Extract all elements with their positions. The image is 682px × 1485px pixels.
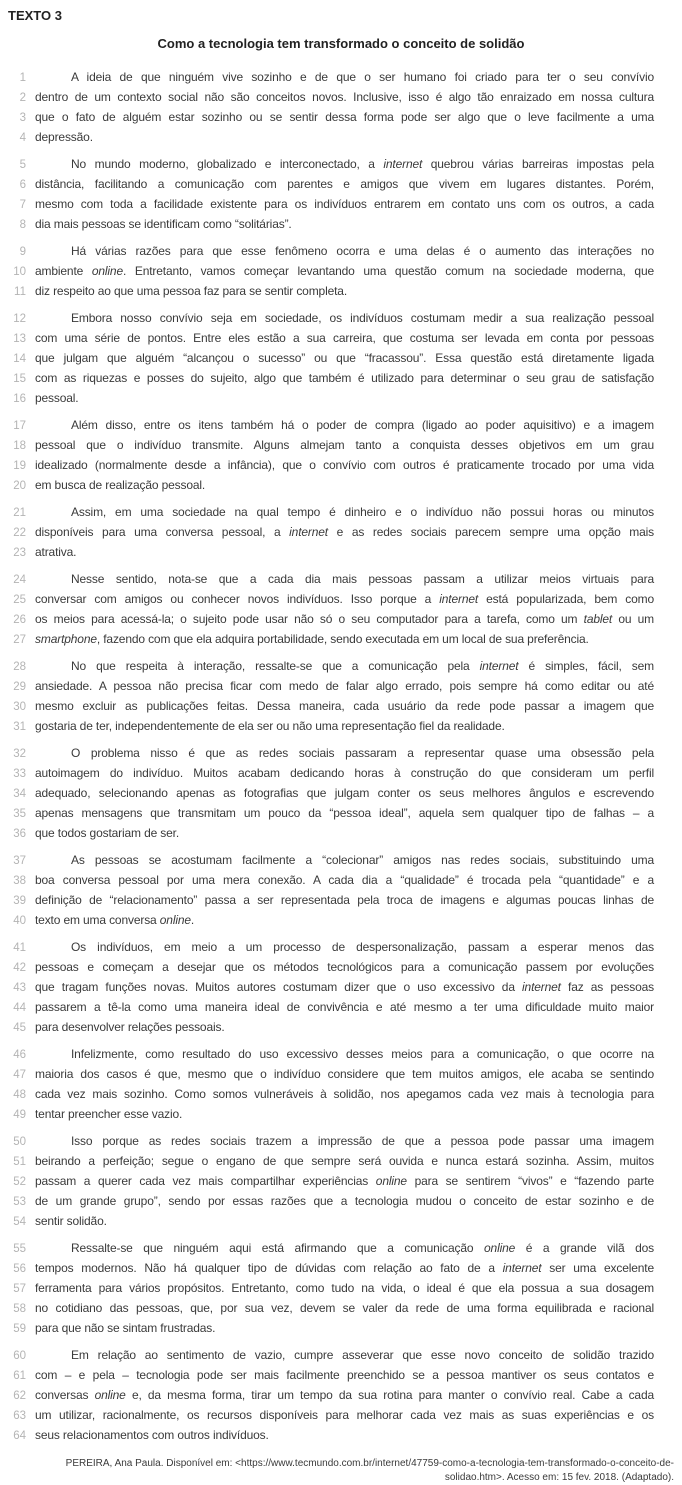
paragraph <box>6 1131 676 1231</box>
document-title: Como a tecnologia tem transformado o conceito de solidão <box>157 36 525 51</box>
line-number: 59 <box>13 1323 26 1335</box>
line-number: 60 <box>13 1350 26 1362</box>
paragraph <box>6 656 676 736</box>
text-line <box>6 609 676 629</box>
text-line <box>6 241 676 261</box>
line-text: Em relação ao sentimento de vazio, cumpre asseverar que esse novo conceito de solidão trazido <box>71 1348 654 1362</box>
line-number: 33 <box>13 768 26 780</box>
line-text: que todos gostariam de ser. <box>35 826 180 840</box>
line-text: de um grande grupo”, sendo por essas razões que a tecnologia mudou o conceito de estar sozinho e de <box>35 1194 654 1208</box>
text-line <box>6 1345 676 1365</box>
line-text: O problema nisso é que as redes sociais passaram a representar quase uma obsessão pela <box>71 746 654 760</box>
line-text: mesmo com toda a facilidade existente para os indivíduos entrarem em contato uns com os outros, a cada <box>35 197 654 211</box>
text-line <box>6 1365 676 1385</box>
line-number: 26 <box>13 614 26 626</box>
text-line <box>6 174 676 194</box>
line-text: Infelizmente, como resultado do uso excessivo desses meios para a comunicação, o que ocorre na <box>71 1047 654 1061</box>
paragraph <box>6 415 676 495</box>
text-line <box>6 308 676 328</box>
text-line <box>6 1104 676 1124</box>
text-line <box>6 328 676 348</box>
line-number: 45 <box>13 1022 26 1034</box>
line-number: 40 <box>13 915 26 927</box>
line-number: 54 <box>13 1216 26 1228</box>
line-text: no cotidiano das pessoas, que, por sua vez, devem se valer da rede de uma forma equilibrada e racional <box>35 1301 654 1315</box>
line-text: dia mais pessoas se identificam como “solitárias”. <box>35 217 292 231</box>
text-line <box>6 1084 676 1104</box>
line-number: 25 <box>13 594 26 606</box>
line-text: com – e pela – tecnologia pode ser mais facilmente preenchido se a pessoa mantiver os seus contatos e <box>35 1368 654 1382</box>
line-text: Há várias razões para que esse fenômeno ocorra e uma delas é o aumento das interações no <box>71 244 654 258</box>
line-number: 61 <box>13 1370 26 1382</box>
line-number: 4 <box>19 132 26 144</box>
line-text: mesmo excluir as publicações feitas. Dessa maneira, cada usuário da rede pode passar a imagem que <box>35 699 654 713</box>
text-line <box>6 542 676 562</box>
text-line <box>6 870 676 890</box>
line-number: 10 <box>13 266 26 278</box>
line-text: ferramenta para vários propósitos. Entretanto, como tudo na vida, o ideal é que ela possua a sua dosagem <box>35 1281 654 1295</box>
text-line <box>6 1171 676 1191</box>
line-number: 39 <box>13 895 26 907</box>
paragraph <box>6 308 676 408</box>
paragraph <box>6 1345 676 1445</box>
line-text: ansiedade. A pessoa não precisa ficar com medo de falar algo errado, pois sempre há como editar ou até <box>35 679 654 693</box>
line-text: cada vez mais sozinho. Como somos vulneráveis à solidão, nos apegamos cada vez mais à tecnologia para <box>35 1087 654 1101</box>
paragraph <box>6 569 676 649</box>
line-text: seus relacionamentos com outros indivíduos. <box>35 1428 269 1442</box>
line-number: 2 <box>19 92 26 104</box>
line-text: com uma série de pontos. Entre eles estão a sua carreira, que costuma ser levada em conta por pessoas <box>35 331 654 345</box>
line-text: gostaria de ter, independentemente de ela ser ou não uma representação fiel da realidade. <box>35 719 505 733</box>
text-line <box>6 261 676 281</box>
text-line <box>6 1064 676 1084</box>
paragraph <box>6 1044 676 1124</box>
line-number: 49 <box>13 1109 26 1121</box>
text-line <box>6 676 676 696</box>
line-text: passam a querer cada vez mais compartilhar experiências online para se sentirem “vivos” e “fazendo parte <box>35 1174 654 1188</box>
text-line <box>6 1191 676 1211</box>
line-number: 57 <box>13 1283 26 1295</box>
line-text: idealizado (normalmente desde a infância), que o convívio com outros é praticamente trocado por uma vida <box>35 458 654 472</box>
line-text: Além disso, entre os itens também há o poder de compra (ligado ao poder aquisitivo) e a imagem <box>71 418 654 432</box>
text-line <box>6 214 676 234</box>
paragraph <box>6 850 676 930</box>
paragraph <box>6 154 676 234</box>
line-text: que tragam funções novas. Muitos autores costumam dizer que o uso excessivo da internet faz as pessoas <box>35 980 654 994</box>
text-line <box>6 1385 676 1405</box>
line-number: 19 <box>13 460 26 472</box>
text-line <box>6 1238 676 1258</box>
line-number: 21 <box>13 507 26 519</box>
line-number: 56 <box>13 1263 26 1275</box>
line-text: em busca de realização pessoal. <box>35 478 206 492</box>
line-text: A ideia de que ninguém vive sozinho e de que o ser humano foi criado para ter o seu convívio <box>71 70 654 84</box>
line-text: Os indivíduos, em meio a um processo de despersonalização, passam a esperar menos das <box>71 940 654 954</box>
paragraph <box>6 743 676 843</box>
texto-label: TEXTO 3 <box>8 8 62 23</box>
line-text: os meios para acessá-la; o sujeito pode usar não só o seu computador para a tarefa, como um tablet ou um <box>35 612 654 626</box>
line-number: 46 <box>13 1049 26 1061</box>
paragraph <box>6 937 676 1037</box>
text-line <box>6 1425 676 1445</box>
line-number: 17 <box>13 420 26 432</box>
line-number: 47 <box>13 1069 26 1081</box>
text-line <box>6 1017 676 1037</box>
line-text: passarem a tê-la como uma maneira ideal de convivência e até mesmo a ter uma dificuldade muito maior <box>35 1000 654 1014</box>
line-number: 48 <box>13 1089 26 1101</box>
line-number: 3 <box>19 112 26 124</box>
text-line <box>6 475 676 495</box>
line-text: autoimagem do indivíduo. Muitos acabam dedicando horas à construção do que consideram um perfil <box>35 766 654 780</box>
text-line <box>6 435 676 455</box>
line-number: 52 <box>13 1176 26 1188</box>
line-text: pessoal. <box>35 391 79 405</box>
line-number: 36 <box>13 828 26 840</box>
text-line <box>6 803 676 823</box>
line-number: 13 <box>13 333 26 345</box>
line-number: 7 <box>19 199 26 211</box>
line-number: 38 <box>13 875 26 887</box>
text-line <box>6 1318 676 1338</box>
line-number: 18 <box>13 440 26 452</box>
line-text: As pessoas se acostumam facilmente a “colecionar” amigos nas redes sociais, substituindo uma <box>71 853 654 867</box>
line-text: boa conversa pessoal por uma mera conexão. A cada dia a “qualidade” é trocada pela “quantidade” e a <box>35 873 654 887</box>
line-number: 11 <box>14 286 26 298</box>
line-text: No mundo moderno, globalizado e interconectado, a internet quebrou várias barreiras impostas pela <box>71 157 654 171</box>
line-number: 42 <box>13 962 26 974</box>
line-text: smartphone, fazendo com que ela adquira portabilidade, sendo executada em um local de sua preferência. <box>35 632 589 646</box>
line-text: que julgam que alguém “alcançou o sucesso” ou que “fracassou”. Essa questão está diretamente ligada <box>35 351 654 365</box>
text-line <box>6 67 676 87</box>
line-number: 5 <box>19 159 26 171</box>
text-line <box>6 569 676 589</box>
line-number: 53 <box>13 1196 26 1208</box>
text-line <box>6 910 676 930</box>
line-number: 37 <box>13 855 26 867</box>
line-text: Nesse sentido, nota-se que a cada dia mais pessoas passam a utilizar meios virtuais para <box>71 572 654 586</box>
text-line <box>6 415 676 435</box>
text-line <box>6 890 676 910</box>
citation: PEREIRA, Ana Paula. Disponível em: <https://www.tecmundo.com.br/internet/47759-como-a-tecnologia-tem-transformado-o-conceito-de-solidao.htm>. Acesso em: 15 fev. 2018. (Adaptado). <box>65 1458 674 1483</box>
text-line <box>6 743 676 763</box>
text-line <box>6 1131 676 1151</box>
line-number: 15 <box>13 373 26 385</box>
text-line <box>6 368 676 388</box>
text-line <box>6 716 676 736</box>
text-line <box>6 1278 676 1298</box>
line-number: 43 <box>13 982 26 994</box>
line-text: depressão. <box>35 130 93 144</box>
line-text: sentir solidão. <box>35 1214 107 1228</box>
text-line <box>6 696 676 716</box>
line-text: com as riquezas e posses do sujeito, algo que também é utilizado para determinar o seu grau de satisfação <box>35 371 654 385</box>
line-text: ambiente online. Entretanto, vamos começar levantando uma questão comum na sociedade moderna, que <box>35 264 654 278</box>
line-number: 51 <box>13 1156 26 1168</box>
line-number: 9 <box>19 246 26 258</box>
text-line <box>6 783 676 803</box>
paragraph <box>6 502 676 562</box>
line-text: dentro de um contexto social não são conceitos novos. Inclusive, isso é algo tão enraizado em nossa cultura <box>35 90 654 104</box>
line-number: 62 <box>13 1390 26 1402</box>
line-text: adequado, selecionando apenas as fotografias que julgam conter os seus melhores ângulos e escrevendo <box>35 786 654 800</box>
line-number: 29 <box>13 681 26 693</box>
line-text: Ressalte-se que ninguém aqui está afirmando que a comunicação online é a grande vilã dos <box>71 1241 654 1255</box>
text-line <box>6 154 676 174</box>
line-number: 35 <box>13 808 26 820</box>
line-text: um utilizar, racionalmente, os recursos disponíveis para melhorar cada vez mais as suas experiências e os <box>35 1408 654 1422</box>
text-line <box>6 1298 676 1318</box>
line-text: pessoas e começam a desejar que os métodos tecnológicos para a comunicação passem por evoluções <box>35 960 654 974</box>
line-text: beirando a perfeição; segue o engano de que sempre será ouvida e nunca estará sozinha. Assim, muitos <box>35 1154 654 1168</box>
text-line <box>6 127 676 147</box>
text-line <box>6 1258 676 1278</box>
line-number: 8 <box>19 219 26 231</box>
text-line <box>6 997 676 1017</box>
line-number: 31 <box>13 721 26 733</box>
line-number: 27 <box>13 634 26 646</box>
line-text: conversas online e, da mesma forma, tirar um tempo da sua rotina para manter o convívio real. Cabe a cada <box>35 1388 654 1402</box>
text-line <box>6 1044 676 1064</box>
line-number: 44 <box>13 1002 26 1014</box>
line-text: Isso porque as redes sociais trazem a impressão de que a pessoa pode passar uma imagem <box>71 1134 654 1148</box>
line-text: atrativa. <box>35 545 77 559</box>
line-text: disponíveis para uma conversa pessoal, a internet e as redes sociais parecem sempre uma opção mais <box>35 525 655 539</box>
line-number: 30 <box>13 701 26 713</box>
text-line <box>6 656 676 676</box>
line-number: 23 <box>13 547 26 559</box>
line-text: para que não se sintam frustradas. <box>35 1321 216 1335</box>
line-text: maioria dos casos é que, mesmo que o indivíduo considere que tem muitos amigos, ele acaba se sentindo <box>35 1067 654 1081</box>
line-text: definição de “relacionamento” passa a ser representada pela troca de imagens e algumas poucas linhas de <box>35 893 654 907</box>
line-number: 6 <box>19 179 26 191</box>
text-line <box>6 823 676 843</box>
text-line <box>6 194 676 214</box>
text-line <box>6 850 676 870</box>
text-line <box>6 522 676 542</box>
text-line <box>6 1151 676 1171</box>
line-text: distância, facilitando a comunicação com parentes e amigos que vivem em lugares distantes. Porém, <box>35 177 654 191</box>
paragraph <box>6 67 676 147</box>
line-number: 41 <box>13 942 26 954</box>
line-text: apenas mensagens que transmitam um pouco da “pessoa ideal”, aquela sem qualquer tipo de falhas – a <box>35 806 654 820</box>
line-number: 22 <box>13 527 26 539</box>
line-number: 14 <box>13 353 26 365</box>
line-number: 55 <box>13 1243 26 1255</box>
text-line <box>6 455 676 475</box>
text-line <box>6 388 676 408</box>
text-line <box>6 957 676 977</box>
text-body <box>6 67 676 1445</box>
line-number: 58 <box>13 1303 26 1315</box>
line-text: conversar com amigos ou conhecer novos indivíduos. Isso porque a internet está popularizada, bem como <box>35 592 654 606</box>
text-line <box>6 763 676 783</box>
line-text: No que respeita à interação, ressalte-se que a comunicação pela internet é simples, fácil, sem <box>71 659 654 673</box>
text-line <box>6 1405 676 1425</box>
line-text: tentar preencher esse vazio. <box>35 1107 183 1121</box>
line-number: 24 <box>13 574 26 586</box>
text-line <box>6 107 676 127</box>
text-line <box>6 629 676 649</box>
line-number: 16 <box>13 393 26 405</box>
line-number: 34 <box>13 788 26 800</box>
line-text: para desenvolver relações pessoais. <box>35 1020 225 1034</box>
paragraph <box>6 241 676 301</box>
line-text: Assim, em uma sociedade na qual tempo é dinheiro e o indivíduo não possui horas ou minutos <box>71 505 654 519</box>
line-text: diz respeito ao que uma pessoa faz para se sentir completa. <box>35 284 347 298</box>
line-number: 28 <box>13 661 26 673</box>
line-number: 50 <box>13 1136 26 1148</box>
line-number: 1 <box>19 72 26 84</box>
line-number: 20 <box>13 480 26 492</box>
line-text: texto em uma conversa online. <box>35 913 195 927</box>
text-line <box>6 589 676 609</box>
text-line <box>6 348 676 368</box>
line-number: 32 <box>13 748 26 760</box>
line-number: 64 <box>13 1430 26 1442</box>
text-line <box>6 937 676 957</box>
line-text: tempos modernos. Não há qualquer tipo de dúvidas com relação ao fato de a internet ser uma excelente <box>35 1261 654 1275</box>
line-number: 63 <box>13 1410 26 1422</box>
line-text: que o fato de alguém estar sozinho ou se sentir dessa forma pode ser algo que o leve facilmente a uma <box>35 110 654 124</box>
text-line <box>6 87 676 107</box>
line-text: pessoal que o indivíduo transmite. Alguns almejam tanto a conquista desses objetivos em um grau <box>35 438 654 452</box>
text-line <box>6 977 676 997</box>
text-line <box>6 502 676 522</box>
paragraph <box>6 1238 676 1338</box>
text-line <box>6 281 676 301</box>
line-number: 12 <box>13 313 26 325</box>
line-text: Embora nosso convívio seja em sociedade, os indivíduos costumam medir a sua realização pessoal <box>71 311 654 325</box>
text-line <box>6 1211 676 1231</box>
